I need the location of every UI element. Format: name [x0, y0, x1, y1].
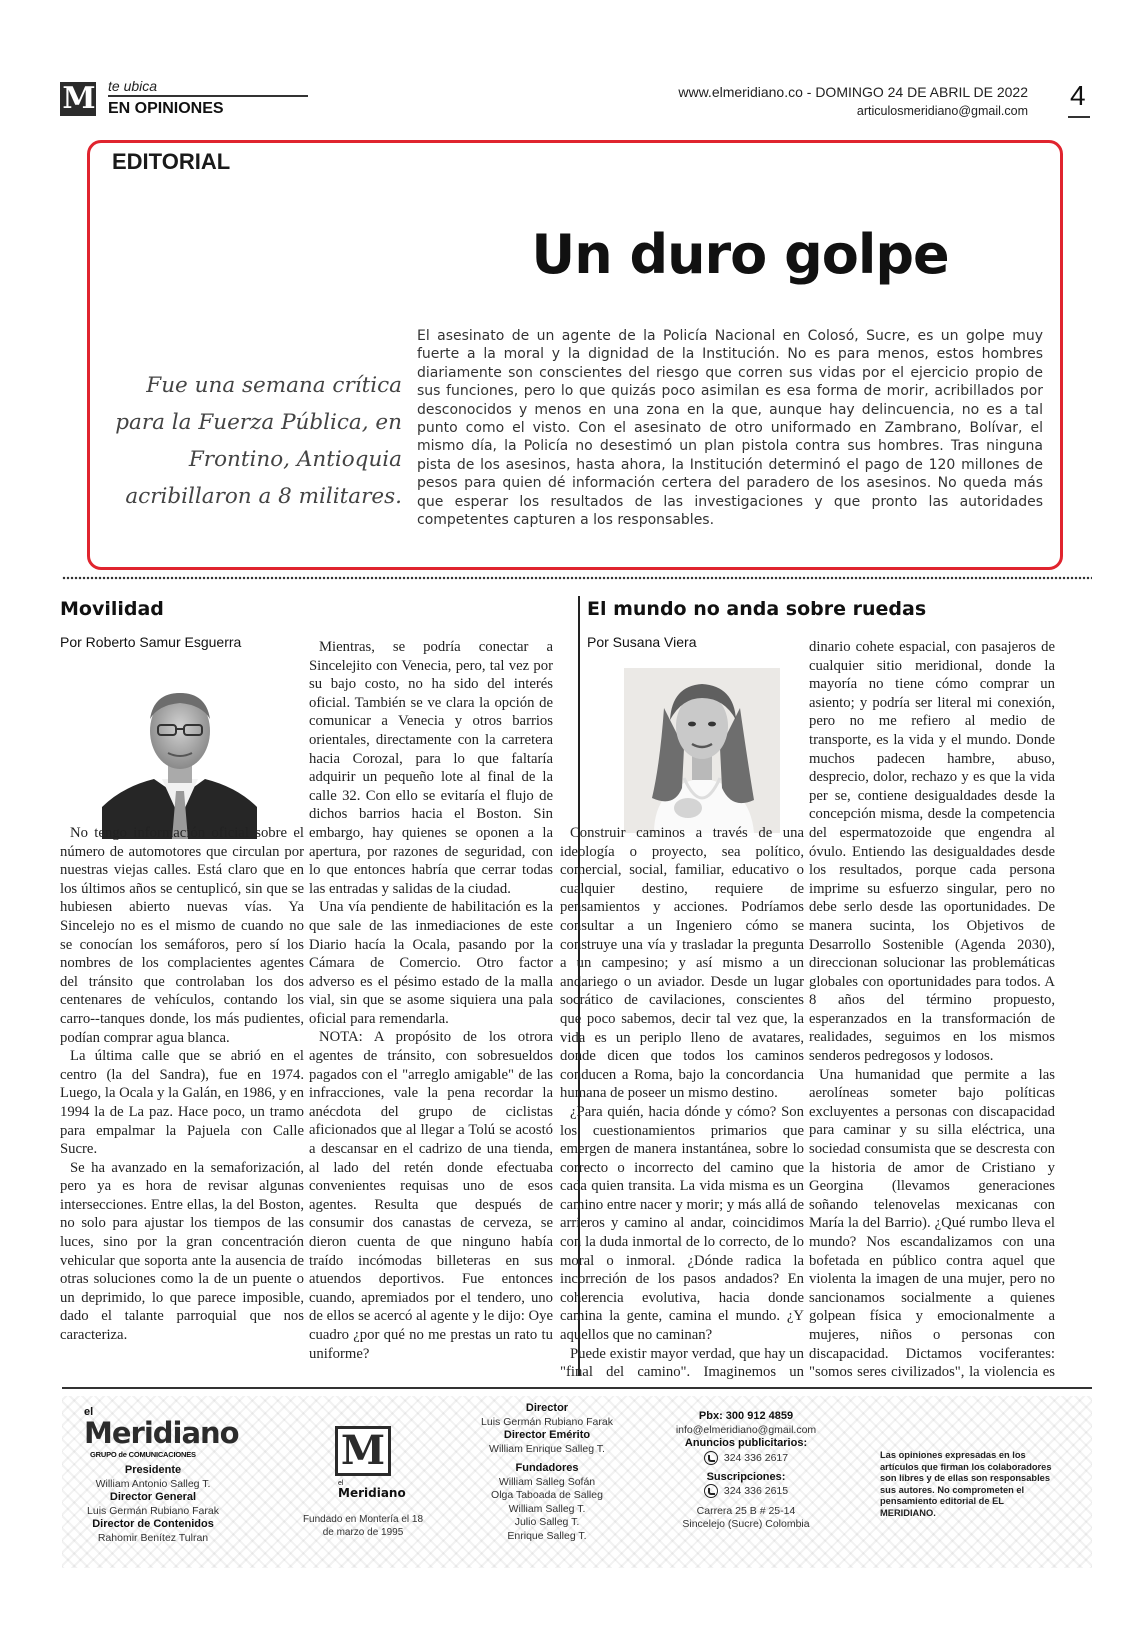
article-paragraph: Una humanidad que permite a las aerolíneas someter bajo políticas excluyentes a personas con discapacidad para caminar y su silla eléctrica, una sociedad consumista que se descresta con la historia de amor de Cristiano y Georgina (llevamos generaciones soñando telenovelas mexicanas con María la del Barrio). ¿Qué rumbo lleva el mundo? Nos escandalizamos con una bofetada en público contra aquel que violenta la imagen de una mujer, pero no sancionamos socialmente a quienes golpean física y emocionalmente a mujeres, niños o personas con discapacidad. Dictamos vociferantes: "somos seres civilizados", la violencia es	[809, 1066, 1055, 1381]
editorial-label: EDITORIAL	[112, 149, 231, 174]
director-emerito-name: William Enrique Salleg T.	[489, 1442, 605, 1455]
article-byline: Por Susana Viera	[587, 634, 697, 650]
contact-email: articulosmeridiano@gmail.com	[856, 104, 1028, 118]
presidente-label: Presidente	[124, 1464, 182, 1476]
director-contenidos-label: Director de Contenidos	[92, 1518, 214, 1530]
article2-column-1	[560, 824, 804, 1384]
author-photo-susana	[624, 668, 780, 833]
anuncios-label: Anuncios publicitarios:	[684, 1437, 808, 1449]
editorial-headline: Un duro golpe	[531, 223, 949, 286]
director-label: Director	[525, 1402, 569, 1414]
director-name: Luis Germán Rubiano Farak	[481, 1415, 613, 1428]
address-line-1: Carrera 25 B # 25-14	[696, 1504, 796, 1517]
fundadores-label: Fundadores	[515, 1462, 579, 1474]
header-rule	[108, 95, 308, 97]
editorial-box	[87, 140, 1063, 570]
article-paragraph: ¿Para quién, hacia dónde y cómo? Son los cuestionamientos primarios que emergen de manera instantánea, sobre lo correcto o incorrecto del camino que cada quien transita. La vida misma es un camino entre nacer y morir; y más allá de arrieros y camino al andar, coincidimos con la duda inmortal de lo correcto, de lo moral o inmoral. ¿Dónde radica la incorreción de los pasos andados? En coherencia evolutiva, hacia donde camina la gente, camina el mundo. ¿Y aquellos que no caminan?	[560, 1103, 804, 1344]
fundador: Enrique Salleg T.	[507, 1529, 587, 1542]
fundador: William Salleg Sofán	[498, 1475, 596, 1488]
staff-block-center	[462, 1402, 632, 1543]
whatsapp-icon	[704, 1451, 718, 1465]
director-emerito-label: Director Emérito	[503, 1429, 591, 1441]
article1-column-1	[60, 824, 304, 1384]
group-logo: Meridiano	[84, 1416, 239, 1450]
group-logo-el: el	[84, 1406, 94, 1418]
group-logo-subtitle: GRUPO de COMUNICACIONES	[90, 1450, 196, 1459]
director-general-name: Luis Germán Rubiano Farak	[87, 1504, 219, 1517]
director-general-label: Director General	[109, 1491, 197, 1503]
fundador: William Salleg T.	[508, 1502, 586, 1515]
m-logo-el: el	[338, 1480, 344, 1487]
article-paragraph: No tengo información oficial sobre el número de automotores que circulan por nuestras viejas calles. Está claro que en los últimos años se centuplicó, sin que se hubiesen abierto nuevas vías. Ya Sincelejo no es el mismo de cuando no se conocían los semáforos, pero sí los nombres de los complacientes agentes del tránsito que controlaban los dos centenares de vehículos, contando los carro--tanques donde, los más pudientes, podían comprar agua blanca.	[60, 825, 304, 1046]
founded-note: Fundado en Montería el 18 de marzo de 1995	[302, 1514, 424, 1538]
article-title-el-mundo: El mundo no anda sobre ruedas	[587, 598, 927, 620]
section-name: EN OPINIONES	[108, 100, 224, 117]
article-paragraph: Una vía pendiente de habilitación es la que sale de las inmediaciones de este Diario hacía la Ocala, pasando por la Cámara de Comercio. Otro factor adverso es el pésimo estado de la malla vial, sin que se asome siquiera una pala oficial para remendarla.	[309, 899, 553, 1027]
dotted-divider	[62, 576, 1092, 580]
editorial-pull-quote: Fue una semana crítica para la Fuerza Pública, en Frontino, Antioquia acribillaron a 8 militares.	[115, 373, 402, 509]
article-paragraph: Se ha avanzado en la semaforización, pero ya es hora de revisar algunas intersecciones. Entre ellas, la del Boston, no solo para ajustar los tiempos de las luces, sino por la gran concentración vehicular que soporta ante la ausencia de otras soluciones como la de un puente o un deprimido, lo que parece imposible, dado el talante parroquial que nos caracteriza.	[60, 1159, 304, 1344]
opinion-disclaimer: Las opiniones expresadas en los artículos que firman los colaboradores son libres y de ellas son responsables sus autores. No comprometen el pensamiento editorial de EL MERIDIANO.	[880, 1450, 1052, 1518]
editorial-body: El asesinato de un agente de la Policía Nacional en Colosó, Sucre, es un golpe muy fuerte a la moral y la dignidad de la Institución. No es para menos, estos hombres diariamente son conscientes del riesgo que corren sus vidas por el ejercicio propio de sus funciones, pero lo que quizás poco asimilan es esa forma de morir, acribillados por desconocidos y menos en una zona en la que, aunque hay delincuencia, no es a tal punto como el visto. Con el asesinato de otro uniformado en Zambrano, Bolívar, el mismo día, la Policía no desestimó un plan pistola contra sus hombres. Tras ninguna pista de los asesinos, hasta ahora, la Institución determinó el pago de 120 millones de pesos para quien dé información certera del paradero de los asesinos. No queda más que esperar los resultados de las investigaciones y que pronto las autoridades competentes capturen a los responsables.	[417, 328, 1043, 529]
article-paragraph: La última calle que se abrió en el centro (la del Sandra), fue en 1974. Luego, la Ocala y la Galán, en 1986, y en 1994 la de La paz. Hace poco, un tramo para empalmar la Pajuela con Calle Sucre.	[60, 1048, 304, 1158]
suscripciones-label: Suscripciones:	[706, 1470, 786, 1483]
article-paragraph: Mientras, se podría conectar a Sincelejito con Venecia, pero, tal vez por su bajo costo, no ha sido del interés oficial. También se ve clara la opción de comunicar a Venecia y otros barrios orientales, directamente con la carretera hacia Corozal, para lo que faltaría adquirir un pequeño lote al final de la calle 32. Con ello se evitaría el flujo de dichos barrios hacia el Boston. Sin embargo, hay quienes se oponen a la apertura, por razones de seguridad, con lo que entonces habría que cerrar todas las entradas y salidas de la ciudad.	[309, 639, 553, 897]
fundador: Julio Salleg T.	[514, 1516, 580, 1528]
staff-block-left	[68, 1464, 238, 1545]
anuncios-phone: 324 336 2617	[723, 1451, 789, 1464]
meridiano-logo: M	[60, 82, 96, 116]
meridiano-m-logo: M	[335, 1426, 391, 1476]
article-title-movilidad: Movilidad	[60, 598, 164, 620]
article2-column-2	[809, 638, 1055, 1383]
fundador: Olga Taboada de Salleg	[491, 1489, 603, 1501]
article-byline: Por Roberto Samur Esguerra	[60, 634, 242, 650]
page-number-rule	[1068, 116, 1090, 118]
website-date-line: www.elmeridiano.co - DOMINGO 24 DE ABRIL DE 2022	[678, 84, 1028, 100]
page-number: 4	[1070, 80, 1086, 111]
article-paragraph: Puede existir mayor verdad, que hay un "final del camino". Imaginemos un	[560, 1345, 804, 1381]
article-paragraph: dinario cohete espacial, con pasajeros de cualquier sitio meridional, donde la mayoría no tiene cómo comprar un asiento; y podría ser literal mi conexión, pero no me refiero al medio de transporte, es la vida y el mundo. Donde muchos padecen hambre, abuso, desprecio, dolor, rechazo y es que la vida per se, contiene desigualdades desde la concepción misma, desde la competencia del espermatozoide que engendra al óvulo. Entiendo las desigualdades desde los resultados, porque cada persona imprime su esfuerzo singular, pero no debe serlo desde las oportunidades. De manera sucinta, los Objetivos de Desarrollo Sostenible (Agenda 2030), direccionan solucionar las problemáticas globales con oportunidades para todos. A 8 años del término propuesto, esperanzados en la transformación de realidades, seguimos en los mismos senderos pedregosos y lodosos.	[809, 639, 1055, 1065]
director-contenidos-name: Rahomir Benítez Tulran	[97, 1531, 209, 1544]
article-paragraph: Construir caminos a través de una ideología o proyecto, sea político, comercial, social, familiar, educativo o cualquier destino, requiere de pensamientos y acciones. Podríamos consultar a un Ingeniero cómo se construye una vía y trasladar la pregunta a un campesino; y así mismo a un andariego o un aviador. Desde un lugar socrático de cavilaciones, conscientes que poco sabemos, decir tal vez que, la vida es un periplo lleno de avatares, donde dicen que todos los caminos conducen a Roma, bajo la concordancia humana de poseer un mismo destino.	[560, 825, 804, 1102]
whatsapp-icon	[704, 1484, 718, 1498]
article-paragraph: NOTA: A propósito de los otrora agentes de tránsito, con sobresueldos pagados con el "arreglo amigable" de las infracciones, vale la pena recordar la anécdota del grupo de ciclistas aficionados que al llegar a Tolú se acostó a descansar en el cadrizo de una tienda, al lado del retén donde efectuaba convenientes requisas uno de esos agentes. Resulta que después de consumir dos canastas de cerveza, se dieron cuenta de que ninguno había traído incómodas billeteras en sus atuendos deportivos. Fue entonces cuando, apremiados por el tendero, uno de ellos se acercó al agente y le dijo: Oye cuadro ¿por qué no me prestas un rato tu uniforme?	[309, 1029, 553, 1362]
masthead-footer	[62, 1396, 1092, 1568]
article1-column-2	[309, 638, 553, 1383]
presidente-name: William Antonio Salleg T.	[95, 1477, 211, 1490]
author-photo-roberto	[102, 679, 257, 839]
address-line-2: Sincelejo (Sucre) Colombia	[682, 1518, 810, 1531]
footer-rule	[62, 1387, 1092, 1389]
info-email: info@elmeridiano@gmail.com	[675, 1423, 817, 1436]
pbx-phone: Pbx: 300 912 4859	[698, 1410, 794, 1422]
m-logo-word: Meridiano	[338, 1486, 406, 1500]
tagline: te ubica	[108, 78, 158, 94]
contact-block	[656, 1410, 836, 1532]
suscripciones-phone: 324 336 2615	[723, 1485, 789, 1498]
